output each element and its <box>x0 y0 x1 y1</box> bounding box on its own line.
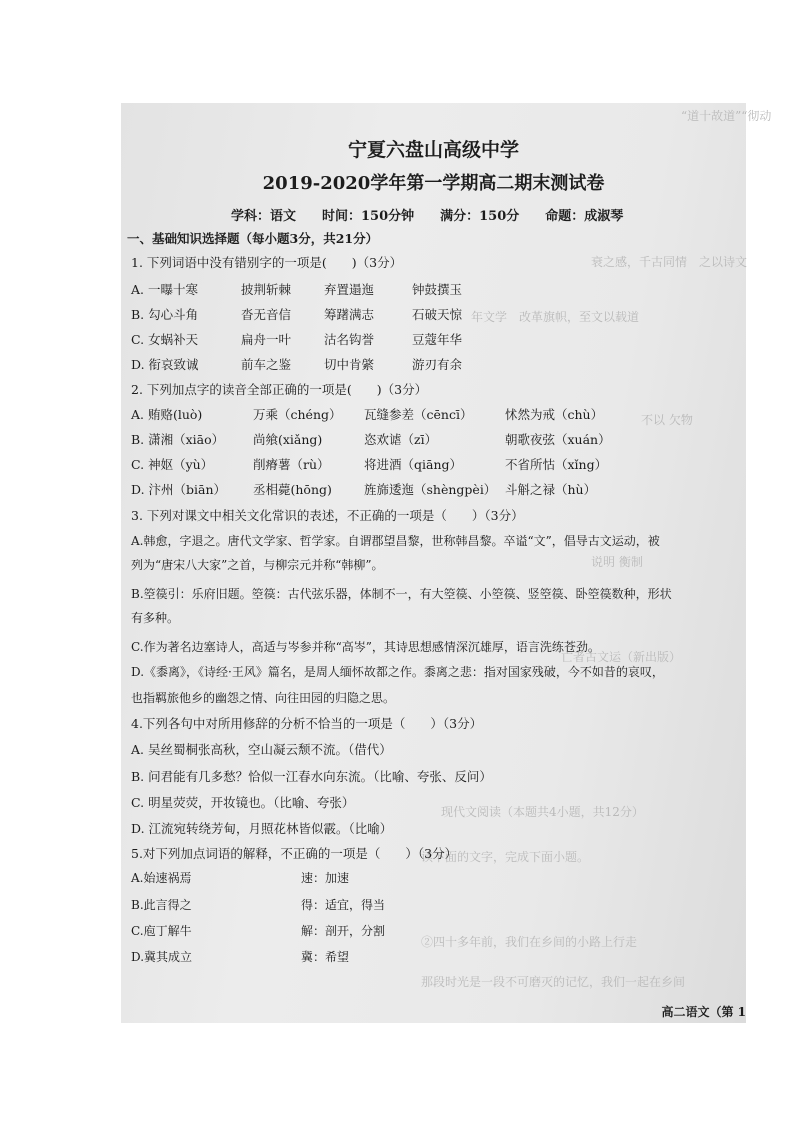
exam-title: 2019-2020学年第一学期高二期末测试卷 <box>262 173 605 194</box>
question-3-line: C.作为著名边塞诗人，高适与岑参并称“高岑”，其诗思想感情深沉雄厚，语言洗练苍劲。 <box>131 640 600 654</box>
question-3-line: 也指羁旅他乡的幽怨之情、向往田园的归隐之思。 <box>131 691 396 705</box>
bleed-through-text: 读下面的文字，完成下面小题。 <box>421 850 590 864</box>
exam-meta: 学科：语文 时间：150分钟 满分：150分 命题：成淑琴 <box>231 209 624 224</box>
bleed-through-text: ②四十多年前，我们在乡间的小路上行走 <box>421 935 638 949</box>
bleed-through-text: 那段时光是一段不可磨灭的记忆，我们一起在乡间 <box>421 975 686 989</box>
question-3-line: D.《黍离》，《诗经·王风》篇名，是周人缅怀故都之作。黍离之悲：指对国家残破，今不如昔的哀叹， <box>131 665 664 679</box>
school-title: 宁夏六盘山高级中学 <box>347 139 519 161</box>
bleed-through-text: 年文学 改革旗帜，至文以载道 <box>471 310 640 324</box>
question-2-stem: 2. 下列加点字的读音全部正确的一项是( )（3分） <box>131 382 428 397</box>
bleed-through-text: 不以 欠物 <box>641 413 693 427</box>
question-4-option: D. 江流宛转绕芳甸，月照花林皆似霰。（比喻） <box>131 821 393 836</box>
question-4-stem: 4.下列各句中对所用修辞的分析不恰当的一项是（ ）（3分） <box>131 716 483 731</box>
question-4-option: A. 吴丝蜀桐张高秋，空山凝云颓不流。（借代） <box>131 742 392 757</box>
question-1-stem: 1. 下列词语中没有错别字的一项是( )（3分） <box>131 255 403 270</box>
question-3-line: B.箜篌引：乐府旧题。箜篌：古代弦乐器，体制不一，有大箜篌、小箜篌、竖箜篌、卧箜篌数种，形状 <box>131 587 672 601</box>
exam-paper: “道十故道”“彻动 衰之感，千古同情 之以诗文 年文学 改革旗帜，至文以载道 不以 欠物 说明 衡制 亡者古文运（新出版） 现代文阅读（本题共4小题，共12分） 读下面的文字，完成下面小题。 ②四十多年前，我们在乡间的小路上行走 那段时光是一段不可磨灭的记忆，我们一起在乡间 宁夏六盘山高级中学 2019-2020学年第一学期高二期末测试卷 学科：语文 时间：150分钟 满分：150分 命题：成淑琴 一、基础知识选择题（每小题3分，共21分） 1. 下列词语中没有错别字的一项是( )（3分） A. 一曝十寒 披荆斩棘 弃置遢迤 钟鼓撰玉 B. 勾心斗角 沓无音信 筹躇满志 石破天惊 C. 女蜗补天 扁舟一叶 沽名钩誉 豆蔻年华 D. 衔哀致诚 前车之鉴 切中肯綮 游刃有余 2. 下列加点字的读音全部正确的一项是( )（3分） A. 贿赂(luò) 万乘（chéng） 瓦缝参差（cēncī） 怵然为戒（chù） B. 潇湘（xiāo） 尚飨(xiǎng) 恣欢谑（zī） 朝歌夜弦（xuán） C. 神妪（yù） 削瘠薯（rù） 将进酒（qiāng） 不省所怙（xǐng） D. 汴州（biān） 丞相薨(hōng) 旌旆逶迤（shèngpèi） 斗斛之禄（hù） 3. 下列对课文中相关文化常识的表述，不正确的一项是（ ）（3分） A.韩愈，字退之。唐代文学家、哲学家。自谓郡望昌黎，世称韩昌黎。卒谥“文”，倡导古文运动，被 列为“唐宋八大家”之首，与柳宗元并称“韩柳”。 B.箜篌引：乐府旧题。箜篌：古代弦乐器，体制不一，有大箜篌、小箜篌、竖箜篌、卧箜篌数种，形状 有多种。 C.作为著名边塞诗人，高适与岑参并称“高岑”，其诗思想感情深沉雄厚，语言洗练苍劲。 D.《黍离》，《诗经·王风》篇名，是周人缅怀故都之作。黍离之悲：指对国家残破，今不如昔的哀叹， 也指羁旅他乡的幽怨之情、向往田园的归隐之思。 4.下列各句中对所用修辞的分析不恰当的一项是（ ）（3分） A. 吴丝蜀桐张高秋，空山凝云颓不流。（借代） B. 问君能有几多愁？恰似一江春水向东流。（比喻、夸张、反问） C. 明星荧荧，开妆镜也。（比喻、夸张） D. 江流宛转绕芳甸，月照花林皆似霰。（比喻） 5.对下列加点词语的解释，不正确的一项是（ ）（3分） A.始速祸焉 速：加速 B.此言得之 得：适宜，得当 C.庖丁解牛 解：剖开，分割 D.冀其成立 冀：希望 高二语文（第 1 <box>121 103 746 1023</box>
question-3-stem: 3. 下列对课文中相关文化常识的表述，不正确的一项是（ ）（3分） <box>131 508 524 523</box>
question-4-option: B. 问君能有几多愁？恰似一江春水向东流。（比喻、夸张、反问） <box>131 769 492 784</box>
question-3-line: 列为“唐宋八大家”之首，与柳宗元并称“韩柳”。 <box>131 558 384 572</box>
page-footer: 高二语文（第 1 <box>661 1005 746 1019</box>
question-3-line: A.韩愈，字退之。唐代文学家、哲学家。自谓郡望昌黎，世称韩昌黎。卒谥“文”，倡导古文运动，被 <box>131 534 660 548</box>
bleed-through-text: 衰之感，千古同情 之以诗文 <box>591 255 748 269</box>
bleed-through-text: 亡者古文运（新出版） <box>561 650 682 664</box>
section-heading: 一、基础知识选择题（每小题3分，共21分） <box>127 231 379 246</box>
bleed-through-text: 现代文阅读（本题共4小题，共12分） <box>441 805 644 819</box>
question-3-line: 有多种。 <box>131 611 180 625</box>
bleed-through-text: 说明 衡制 <box>591 555 643 569</box>
question-4-option: C. 明星荧荧，开妆镜也。（比喻、夸张） <box>131 795 355 810</box>
bleed-through-text: “道十故道”“彻动 <box>681 109 772 123</box>
question-5-stem: 5.对下列加点词语的解释，不正确的一项是（ ）（3分） <box>131 846 458 861</box>
